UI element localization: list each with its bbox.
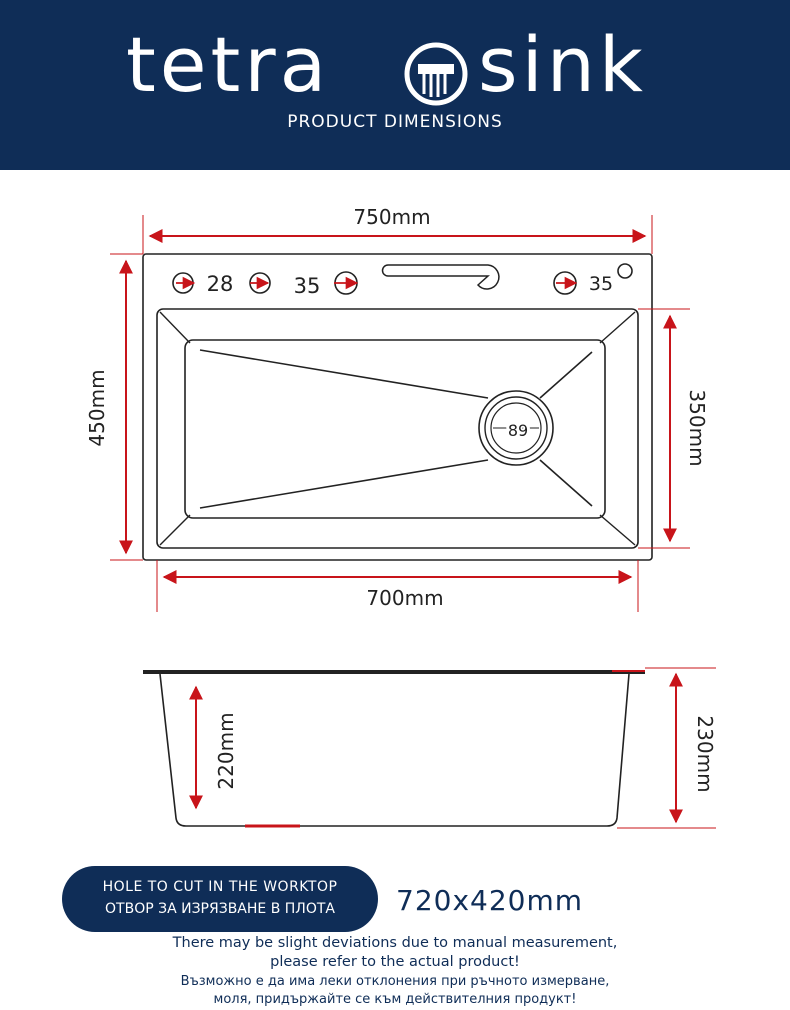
cutout-label-bg: ОТВОР ЗА ИЗРЯЗВАНЕ В ПЛОТА <box>105 901 335 917</box>
width-700-label: 700mm <box>366 586 444 610</box>
page-subtitle: PRODUCT DIMENSIONS <box>287 112 503 132</box>
side-view <box>143 668 717 828</box>
drain-label: 89 <box>507 421 529 440</box>
hole-label-28: 28 <box>206 272 234 296</box>
height-450-label: 450mm <box>85 369 109 447</box>
cutout-label-en: HOLE TO CUT IN THE WORKTOP <box>102 879 338 895</box>
disclaimer-en-line1: There may be slight deviations due to manual measurement, <box>172 935 618 951</box>
brand-logo-wordmark <box>0 20 790 110</box>
cutout-label-badge <box>62 866 378 932</box>
hole-label-35-right: 35 <box>588 273 614 295</box>
hole-label-35-left: 35 <box>293 274 321 298</box>
dimension-drawing <box>0 170 790 860</box>
disclaimer-bg-line2: моля, придържайте се към действителния продукт! <box>213 992 577 1007</box>
width-750-label: 750mm <box>353 205 431 229</box>
header-banner <box>0 0 790 170</box>
disclaimer-bg-line1: Възможно е да има леки отклонения при ръчното измерване, <box>180 974 610 989</box>
depth-230-label: 230mm <box>693 715 717 793</box>
top-view <box>85 205 709 612</box>
disclaimer-en-line2: please refer to the actual product! <box>270 954 520 970</box>
depth-220-label: 220mm <box>214 712 238 790</box>
sink-logo-icon <box>404 42 468 106</box>
height-350-label: 350mm <box>685 389 709 467</box>
brand-name-right: sink <box>478 20 647 109</box>
cutout-size: 720x420mm <box>396 884 584 917</box>
brand-name-left: tetra <box>126 20 331 109</box>
